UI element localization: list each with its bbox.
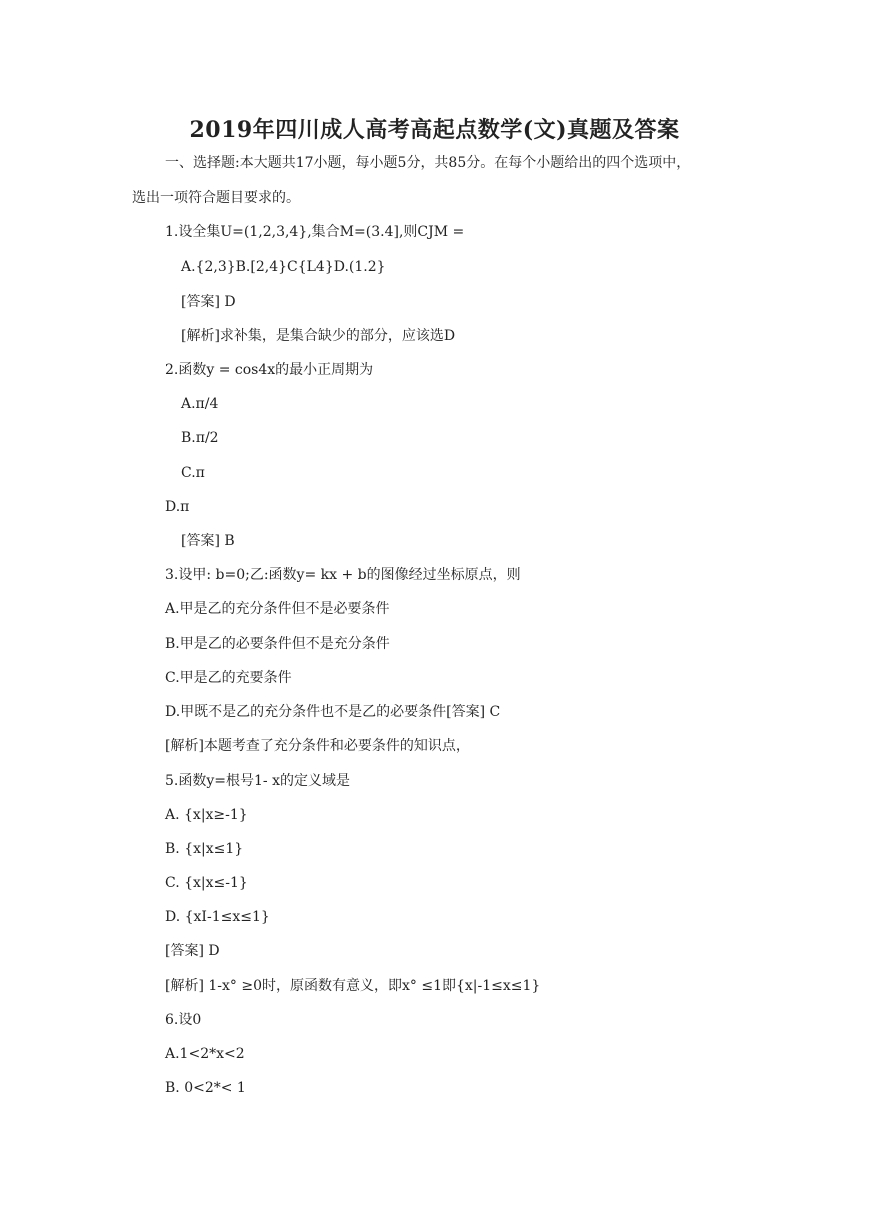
question-1-analysis: [解析]求补集，是集合缺少的部分，应该选D: [181, 328, 456, 344]
question-2-answer: [答案] B: [181, 533, 235, 549]
question-2-option-d: D.π: [165, 499, 190, 515]
question-3-option-b: B.甲是乙的必要条件但不是充分条件: [165, 636, 390, 652]
question-1-options: A.{2,3}B.[2,4}C{L4}D.(1.2}: [181, 259, 386, 275]
question-5-answer: [答案] D: [165, 943, 220, 959]
intro-line-1: 一、选择题:本大题共17小题，每小题5分，共85分。在每个小题给出的四个选项中，: [165, 155, 691, 171]
question-5-option-c: C. {x|x≤-1}: [165, 875, 248, 891]
question-3-option-c: C.甲是乙的充要条件: [165, 670, 292, 686]
question-3-analysis: [解析]本题考查了充分条件和必要条件的知识点，: [165, 738, 470, 754]
document-title: 2019年四川成人高考高起点数学(文)真题及答案: [189, 117, 680, 143]
question-5: 5.函数y=根号1- x的定义域是: [165, 773, 350, 789]
question-6: 6.设0: [165, 1012, 202, 1028]
question-2-option-b: B.π/2: [181, 430, 219, 446]
question-3-option-d-answer: D.甲既不是乙的充分条件也不是乙的必要条件[答案] C: [165, 704, 501, 720]
question-5-option-b: B. {x|x≤1}: [165, 841, 244, 857]
question-2-option-a: A.π/4: [181, 396, 219, 412]
question-6-option-a: A.1<2*x<2: [165, 1046, 245, 1062]
intro-line-2: 选出一项符合题目要求的。: [132, 190, 300, 206]
question-3-option-a: A.甲是乙的充分条件但不是必要条件: [165, 601, 390, 617]
question-3: 3.设甲: b=0;乙:函数y= kx + b的图像经过坐标原点，则: [165, 567, 521, 583]
question-6-option-b: B. 0<2*< 1: [165, 1080, 246, 1096]
question-1-answer: [答案] D: [181, 294, 236, 310]
question-1: 1.设全集U=(1,2,3,4},集合M=(3.4],则CJM =: [165, 224, 465, 240]
question-5-analysis: [解析] 1-x° ≥0时，原函数有意义，即x° ≤1即{x|-1≤x≤1}: [165, 978, 541, 994]
question-5-option-d: D. {xI-1≤x≤1}: [165, 909, 270, 925]
question-2: 2.函数y = cos4x的最小正周期为: [165, 362, 374, 378]
question-2-option-c: C.π: [181, 465, 205, 481]
question-5-option-a: A. {x|x≥-1}: [165, 807, 248, 823]
